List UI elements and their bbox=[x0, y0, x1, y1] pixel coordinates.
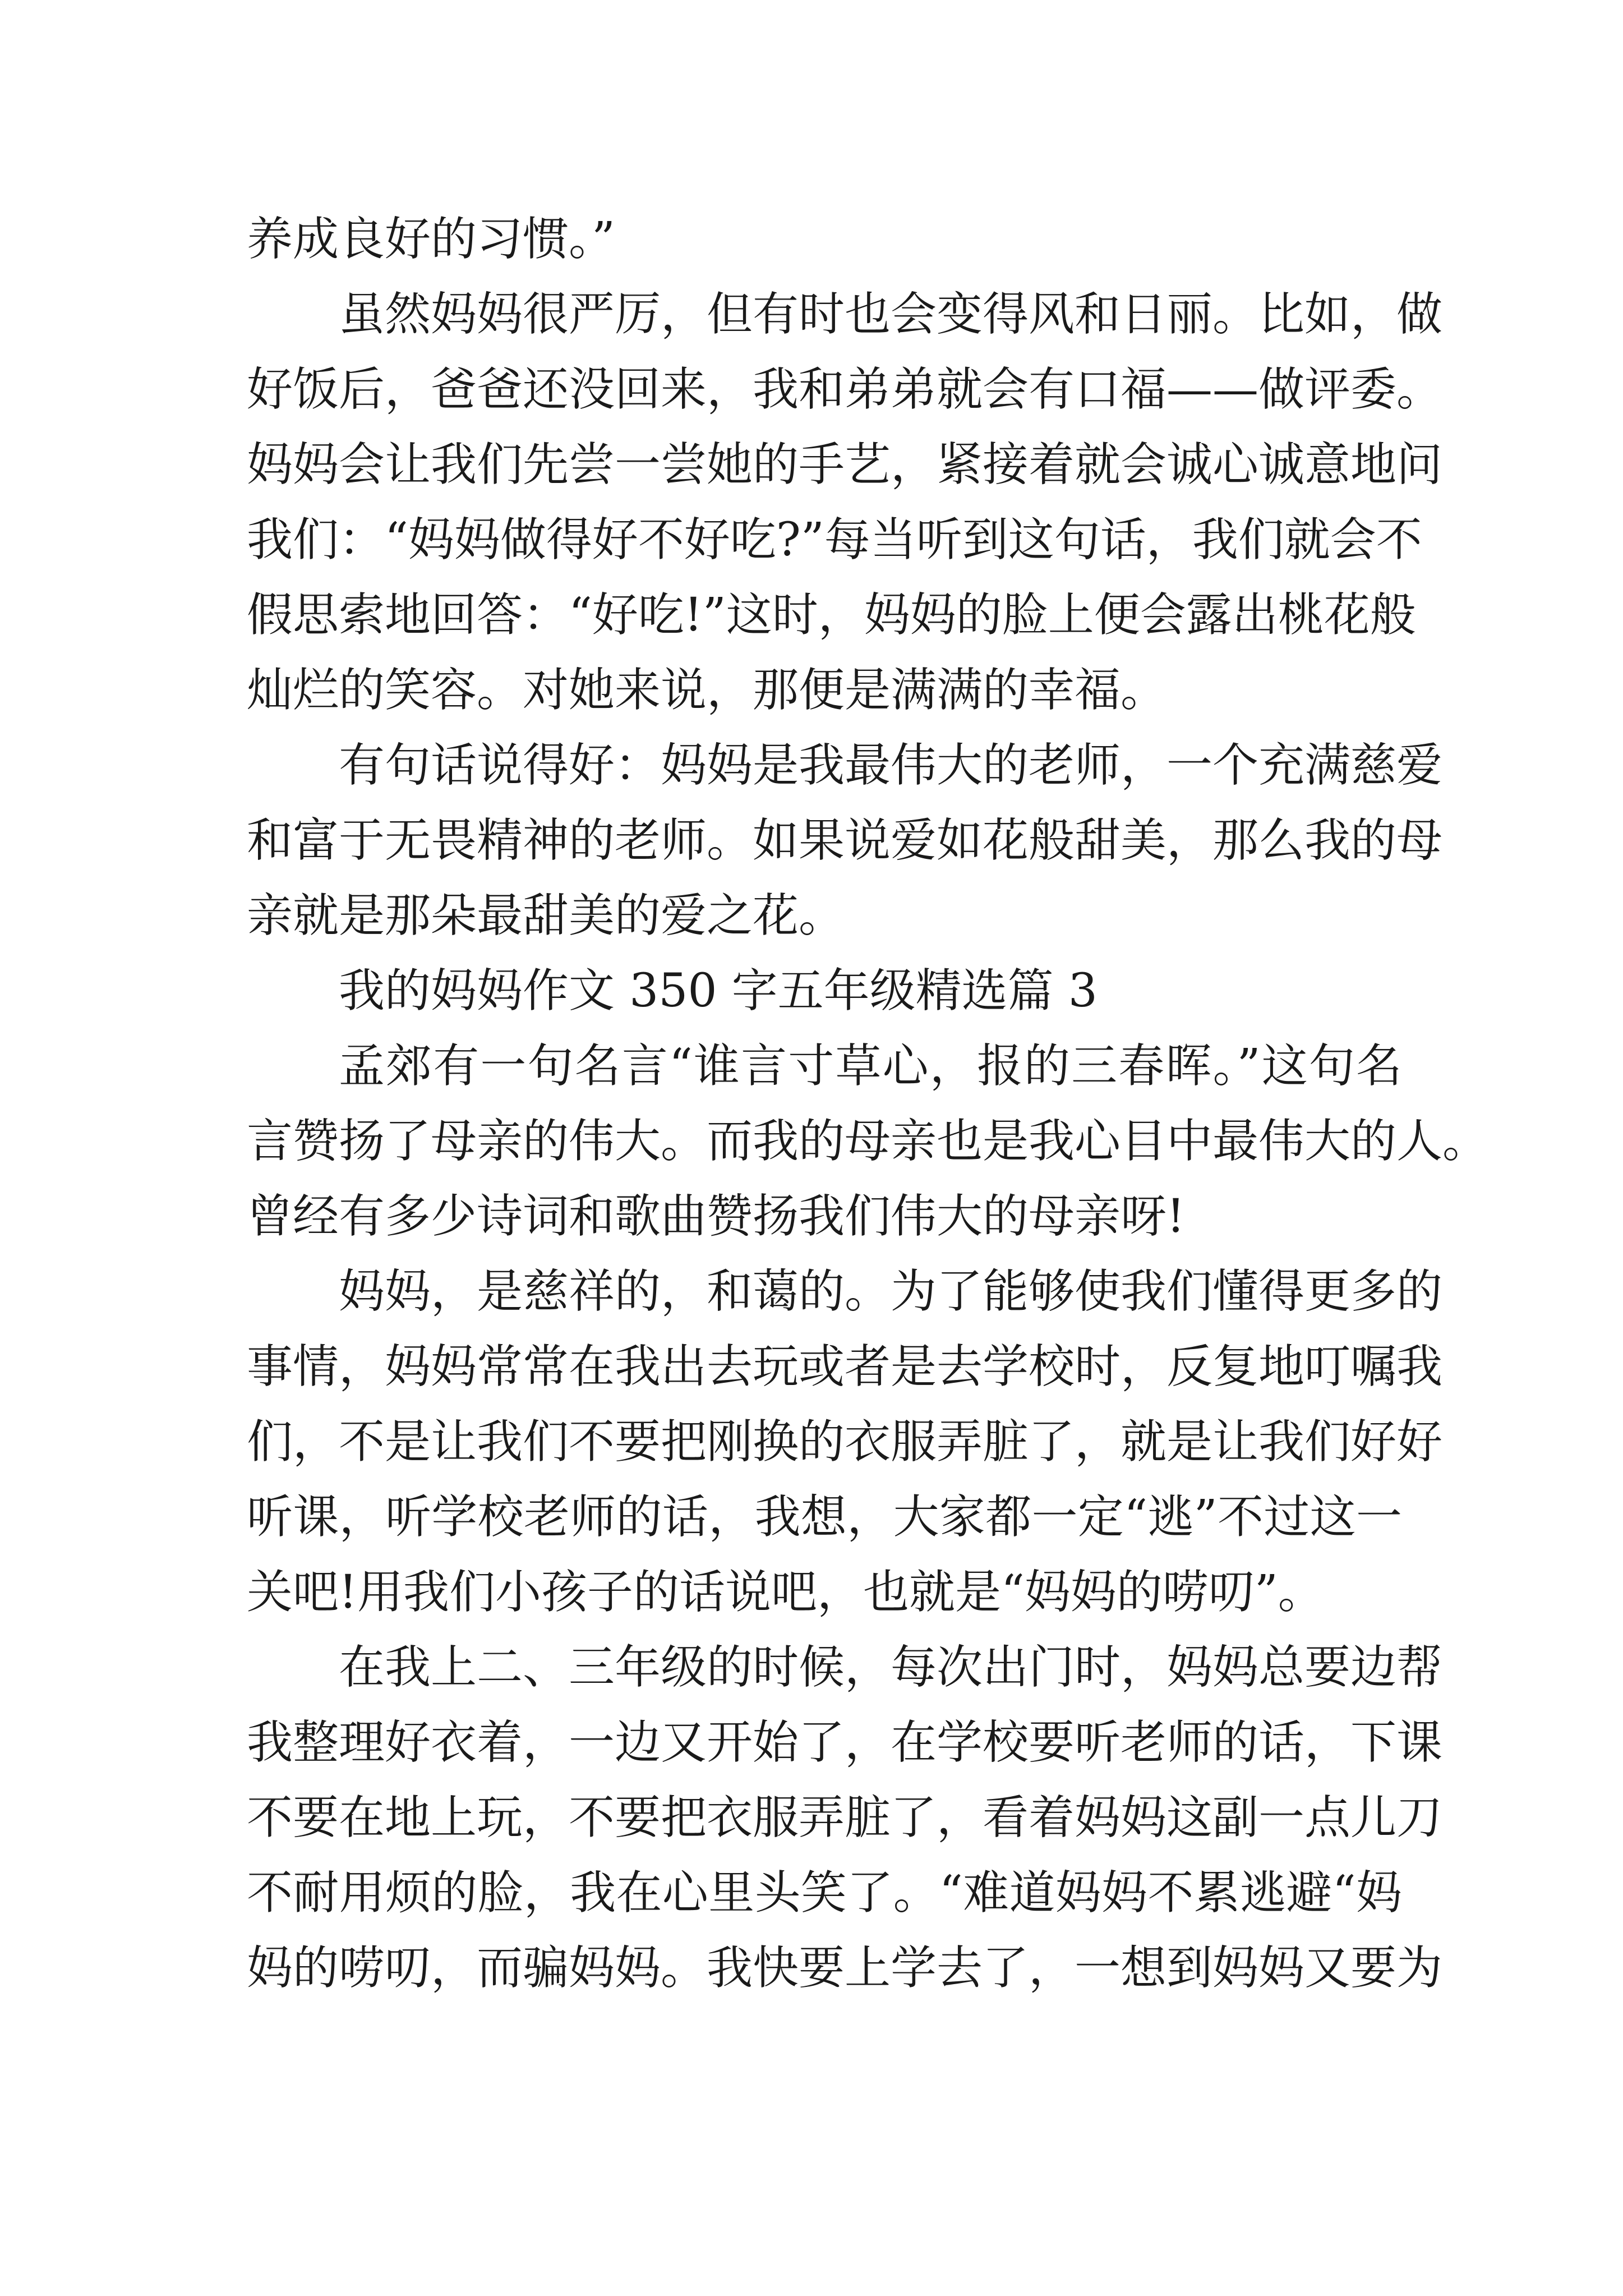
text-line: 言赞扬了母亲的伟大。而我的母亲也是我心目中最伟大的人。 bbox=[247, 1115, 1489, 1168]
text-line: 不耐用烦的脸，我在心里头笑了。“难道妈妈不累逃避“妈 bbox=[247, 1866, 1402, 1920]
text-line: 关吧!用我们小孩子的话说吧，也就是“妈妈的唠叨”。 bbox=[247, 1566, 1324, 1619]
text-line: 我整理好衣着，一边又开始了，在学校要听老师的话，下课 bbox=[247, 1716, 1443, 1769]
text-line: 假思索地回答：“好吃!”这时，妈妈的脸上便会露出桃花般 bbox=[247, 588, 1416, 642]
section-heading: 我的妈妈作文 350 字五年级精选篇 3 bbox=[339, 964, 1098, 1018]
paragraph-first-line: 妈妈，是慈祥的，和蔼的。为了能够使我们懂得更多的 bbox=[339, 1265, 1443, 1318]
text-line: 们，不是让我们不要把刚换的衣服弄脏了，就是让我们好好 bbox=[247, 1415, 1443, 1469]
essay-body bbox=[247, 202, 1489, 2006]
paragraph-first-line: 在我上二、三年级的时候，每次出门时，妈妈总要边帮 bbox=[339, 1641, 1443, 1694]
text-line: 和富于无畏精神的老师。如果说爱如花般甜美，那么我的母 bbox=[247, 814, 1443, 867]
text-line: 我们：“妈妈做得好不好吃?”每当听到这句话，我们就会不 bbox=[247, 513, 1422, 567]
text-line: 亲就是那朵最甜美的爱之花。 bbox=[247, 889, 845, 942]
text-line: 妈的唠叨，而骗妈妈。我快要上学去了，一想到妈妈又要为 bbox=[247, 1941, 1443, 1995]
text-line: 事情，妈妈常常在我出去玩或者是去学校时，反复地叮嘱我 bbox=[247, 1340, 1443, 1393]
text-line: 灿烂的笑容。对她来说，那便是满满的幸福。 bbox=[247, 664, 1167, 717]
text-line: 养成良好的习惯。” bbox=[247, 213, 615, 266]
text-line: 妈妈会让我们先尝一尝她的手艺，紧接着就会诚心诚意地问 bbox=[247, 438, 1443, 491]
text-line: 不要在地上玩，不要把衣服弄脏了，看着妈妈这副一点儿刀 bbox=[247, 1791, 1443, 1844]
text-line: 好饭后，爸爸还没回来，我和弟弟就会有口福——做评委。 bbox=[247, 363, 1443, 416]
text-line: 听课，听学校老师的话，我想，大家都一定“逃”不过这一 bbox=[247, 1490, 1402, 1544]
paragraph-first-line: 有句话说得好：妈妈是我最伟大的老师，一个充满慈爱 bbox=[339, 739, 1443, 792]
paragraph-first-line: 孟郊有一句名言“谁言寸草心，报的三春晖。”这句名 bbox=[339, 1039, 1402, 1093]
paragraph-first-line: 虽然妈妈很严厉，但有时也会变得风和日丽。比如，做 bbox=[339, 288, 1443, 341]
text-line: 曾经有多少诗词和歌曲赞扬我们伟大的母亲呀! bbox=[247, 1190, 1185, 1243]
